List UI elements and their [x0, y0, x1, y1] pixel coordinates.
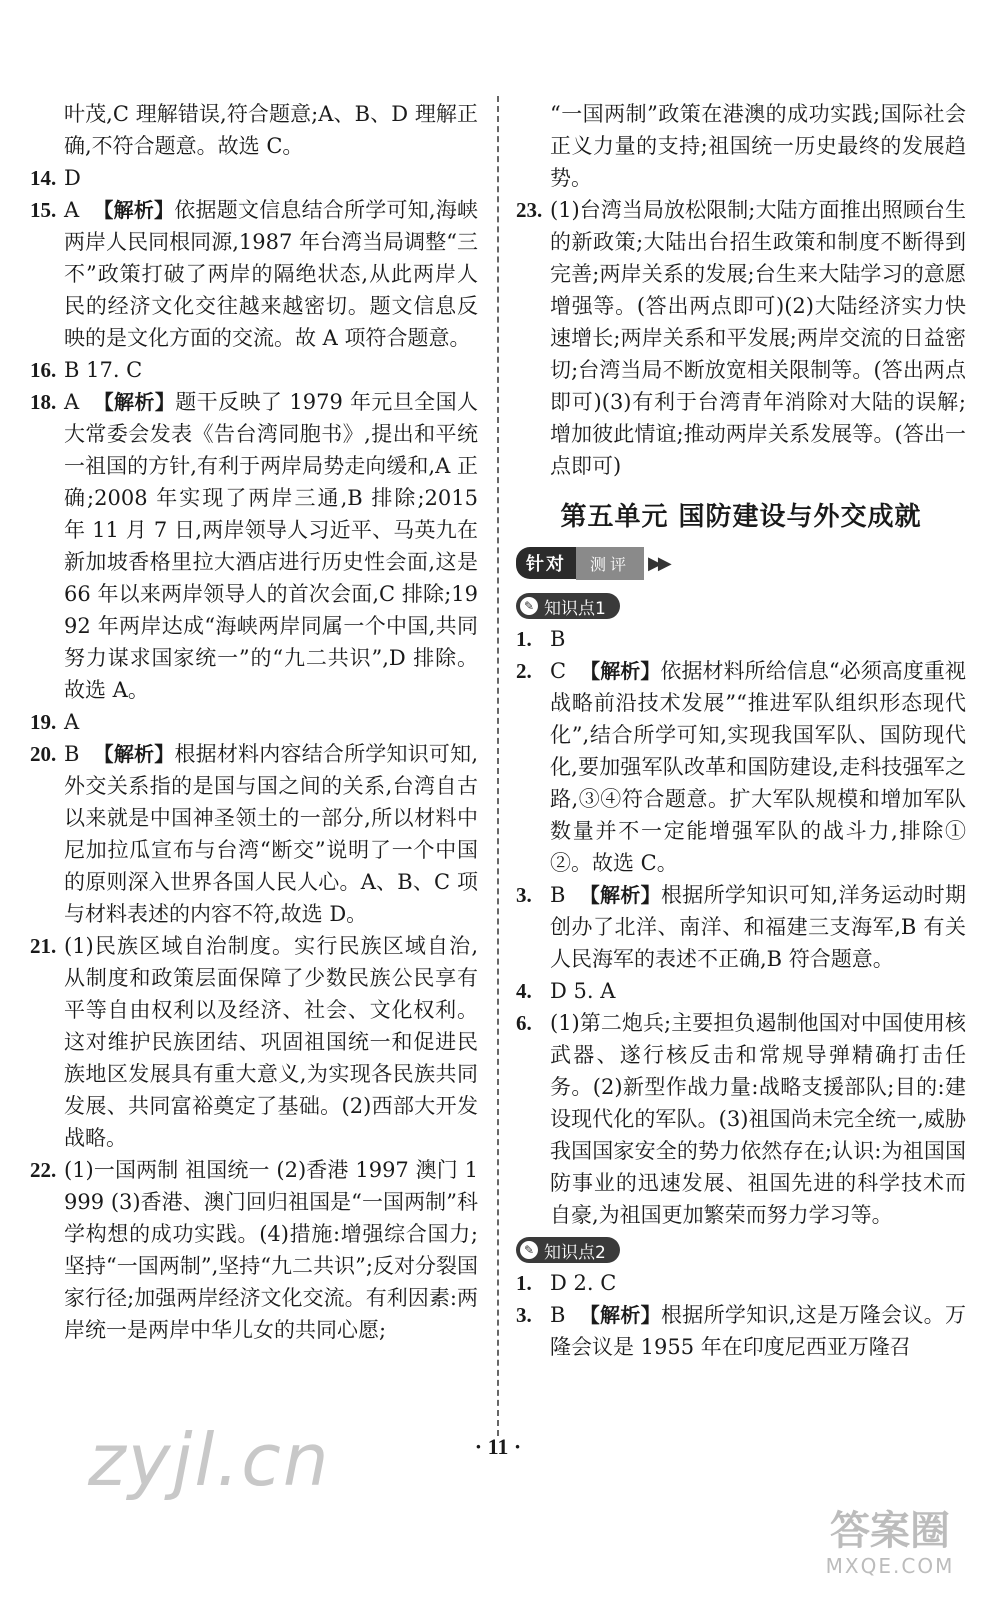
question-number: 21.	[30, 934, 57, 958]
question-number: 1.	[516, 627, 532, 651]
watermark-zyjl: zyjl.cn	[88, 1418, 331, 1502]
answer-choice: B	[550, 1303, 566, 1327]
watermark-mxqe-bottom: MXQE.COM	[825, 1554, 955, 1578]
answer-item	[516, 1007, 966, 1231]
answer-item	[30, 194, 478, 354]
answer-item	[516, 1299, 966, 1363]
knowledge-point-icon: ✎	[520, 597, 538, 615]
answer-item	[516, 655, 966, 879]
answer-text: “一国两制”政策在港澳的成功实践;国际社会正义力量的支持;祖国统一历史最终的发展趋势。	[550, 102, 966, 190]
question-number: 22.	[30, 1158, 57, 1182]
right-top-answers	[516, 98, 966, 482]
answer-text: A	[64, 710, 80, 734]
answer-text: B	[550, 627, 566, 651]
answer-item	[516, 1267, 966, 1299]
answer-item	[30, 386, 478, 706]
knowledge-point-1-label: 知识点1	[544, 598, 606, 619]
answer-text: 依据题文信息结合所学可知,海峡两岸人民同根同源,1987 年台湾当局调整“三不”政策打破了两岸的隔绝状态,从此两岸人民的经济文化交往越来越密切。题文信息反映的是文化方面的交流。故 A 项符合题意。	[64, 198, 478, 350]
analysis-tag: 【解析】	[93, 742, 175, 766]
answer-text: (1)第二炮兵;主要担负遏制他国对中国使用核武器、遂行核反击和常规导弹精确打击任务。(2)新型作战力量:战略支援部队;目的:建设现代化的军队。(3)祖国尚未完全统一,威胁我国国家安全的势力依然存在;认识:为祖国国防事业的迅速发展、祖国先进的科学技术而自豪,为祖国更加繁荣而努力学习等。	[550, 1011, 966, 1227]
question-number: 4.	[516, 979, 532, 1003]
answer-item	[30, 354, 478, 386]
answer-choice: A	[64, 198, 80, 222]
answer-text: 叶茂,C 理解错误,符合题意;A、B、D 理解正确,不符合题意。故选 C。	[64, 102, 478, 158]
knowledge-point-1-badge	[516, 593, 620, 619]
answer-text: D 5. A	[550, 979, 616, 1003]
answer-text: 依据材料所给信息“必须高度重视战略前沿技术发展”“推进军队组织形态现代化”,结合所学可知,实现我国军队、国防现代化,要加强军队改革和国防建设,走科技强军之路,③④符合题意。扩大军队规模和增加军队数量并不一定能增强军队的战斗力,排除①②。故选 C。	[550, 659, 966, 875]
answer-text: 根据所学知识可知,洋务运动时期创办了北洋、南洋、和福建三支海军,B 有关人民海军的表述不正确,B 符合题意。	[550, 883, 966, 971]
answer-item	[30, 706, 478, 738]
answer-choice: B	[64, 742, 80, 766]
page-number: · 11 ·	[474, 1434, 522, 1459]
analysis-tag: 【解析】	[93, 198, 175, 222]
badge-part1: 针对	[516, 547, 576, 579]
answer-text: (1)一国两制 祖国统一 (2)香港 1997 澳门 1999 (3)香港、澳门回归祖国是“一国两制”科学构想的成功实践。(4)措施:增强综合国力;坚持“一国两制”,坚持“九二共识”;反对分裂国家行径;加强两岸经济文化交流。有利因素:两岸统一是两岸中华儿女的共同心愿;	[64, 1158, 478, 1342]
answer-text: D	[64, 166, 81, 190]
answer-text: 根据材料内容结合所学知识可知,外交关系指的是国与国之间的关系,台湾自古以来就是中国神圣领土的一部分,所以材料中尼加拉瓜宣布与台湾“断交”说明了一个中国的原则深入世界各国人民人心。A、B、C 项与材料表述的内容不符,故选 D。	[64, 742, 478, 926]
question-number: 6.	[516, 1011, 532, 1035]
question-number: 14.	[30, 166, 57, 190]
knowledge-point-icon: ✎	[520, 1241, 538, 1259]
answer-item	[516, 879, 966, 975]
answer-item	[30, 738, 478, 930]
question-number: 16.	[30, 358, 57, 382]
answer-item	[30, 98, 478, 162]
double-arrow-icon: ▶▶	[648, 552, 668, 574]
answer-choice: A	[64, 390, 80, 414]
question-number: 1.	[516, 1271, 532, 1295]
analysis-tag: 【解析】	[93, 390, 176, 414]
section-badge	[516, 545, 966, 581]
answer-item	[516, 975, 966, 1007]
analysis-tag: 【解析】	[579, 1303, 661, 1327]
analysis-tag: 【解析】	[580, 659, 661, 683]
answer-choice: C	[550, 659, 567, 683]
question-number: 2.	[516, 659, 532, 683]
knowledge-point-2-label: 知识点2	[544, 1242, 606, 1263]
unit-title: 第五单元 国防建设与外交成就	[560, 502, 922, 532]
watermark-mxqe-top: 答案圈	[830, 1508, 950, 1554]
question-number: 19.	[30, 710, 57, 734]
analysis-tag: 【解析】	[579, 883, 661, 907]
badge-part2: 测评	[576, 547, 644, 580]
left-column	[30, 98, 478, 1346]
answer-item	[516, 98, 966, 194]
knowledge-point-1-answers	[516, 623, 966, 1231]
answer-text: 题干反映了 1979 年元旦全国人大常委会发表《告台湾同胞书》,提出和平统一祖国的方针,有利于两岸局势走向缓和,A 正确;2008 年实现了两岸三通,B 排除;2015 年 11 月 7 日,两岸领导人习近平、马英九在新加坡香格里拉大酒店进行历史性会面,这是 66 年以来两岸领导人的首次会面,C 排除;1992 年两岸达成“海峡两岸同属一个中国,共同努力谋求国家统一”的“九二共识”,D 排除。故选 A。	[64, 390, 479, 702]
answer-text: B 17. C	[64, 358, 143, 382]
answer-item	[30, 930, 478, 1154]
answer-item	[30, 1154, 478, 1346]
answer-text: (1)台湾当局放松限制;大陆方面推出照顾台生的新政策;大陆出台招生政策和制度不断得到完善;两岸关系的发展;台生来大陆学习的意愿增强等。(答出两点即可)(2)大陆经济实力快速增长;两岸关系和平发展;两岸交流的日益密切;台湾当局不断放宽相关限制等。(答出两点即可)(3)有利于台湾青年消除对大陆的误解;增加彼此情谊;推动两岸关系发展等。(答出一点即可)	[550, 198, 966, 478]
answer-text: 根据所学知识,这是万隆会议。万隆会议是 1955 年在印度尼西亚万隆召	[550, 1303, 966, 1359]
question-number: 23.	[516, 198, 543, 222]
question-number: 20.	[30, 742, 57, 766]
answer-text: D 2. C	[550, 1271, 617, 1295]
question-number: 3.	[516, 883, 532, 907]
question-number: 18.	[30, 390, 57, 414]
right-column	[516, 98, 966, 1363]
knowledge-point-2-answers	[516, 1267, 966, 1363]
knowledge-point-2-badge	[516, 1237, 620, 1263]
column-divider	[497, 96, 499, 1436]
answer-choice: B	[550, 883, 566, 907]
question-number: 3.	[516, 1303, 532, 1327]
answer-text: (1)民族区域自治制度。实行民族区域自治,从制度和政策层面保障了少数民族公民享有平等自由权利以及经济、社会、文化权利。这对维护民族团结、巩固祖国统一和促进民族地区发展具有重大意义,为实现各民族共同发展、共同富裕奠定了基础。(2)西部大开发战略。	[64, 934, 478, 1150]
answer-item	[516, 194, 966, 482]
watermark-mxqe	[810, 1508, 970, 1578]
answer-item	[30, 162, 478, 194]
question-number: 15.	[30, 198, 57, 222]
answer-item	[516, 623, 966, 655]
